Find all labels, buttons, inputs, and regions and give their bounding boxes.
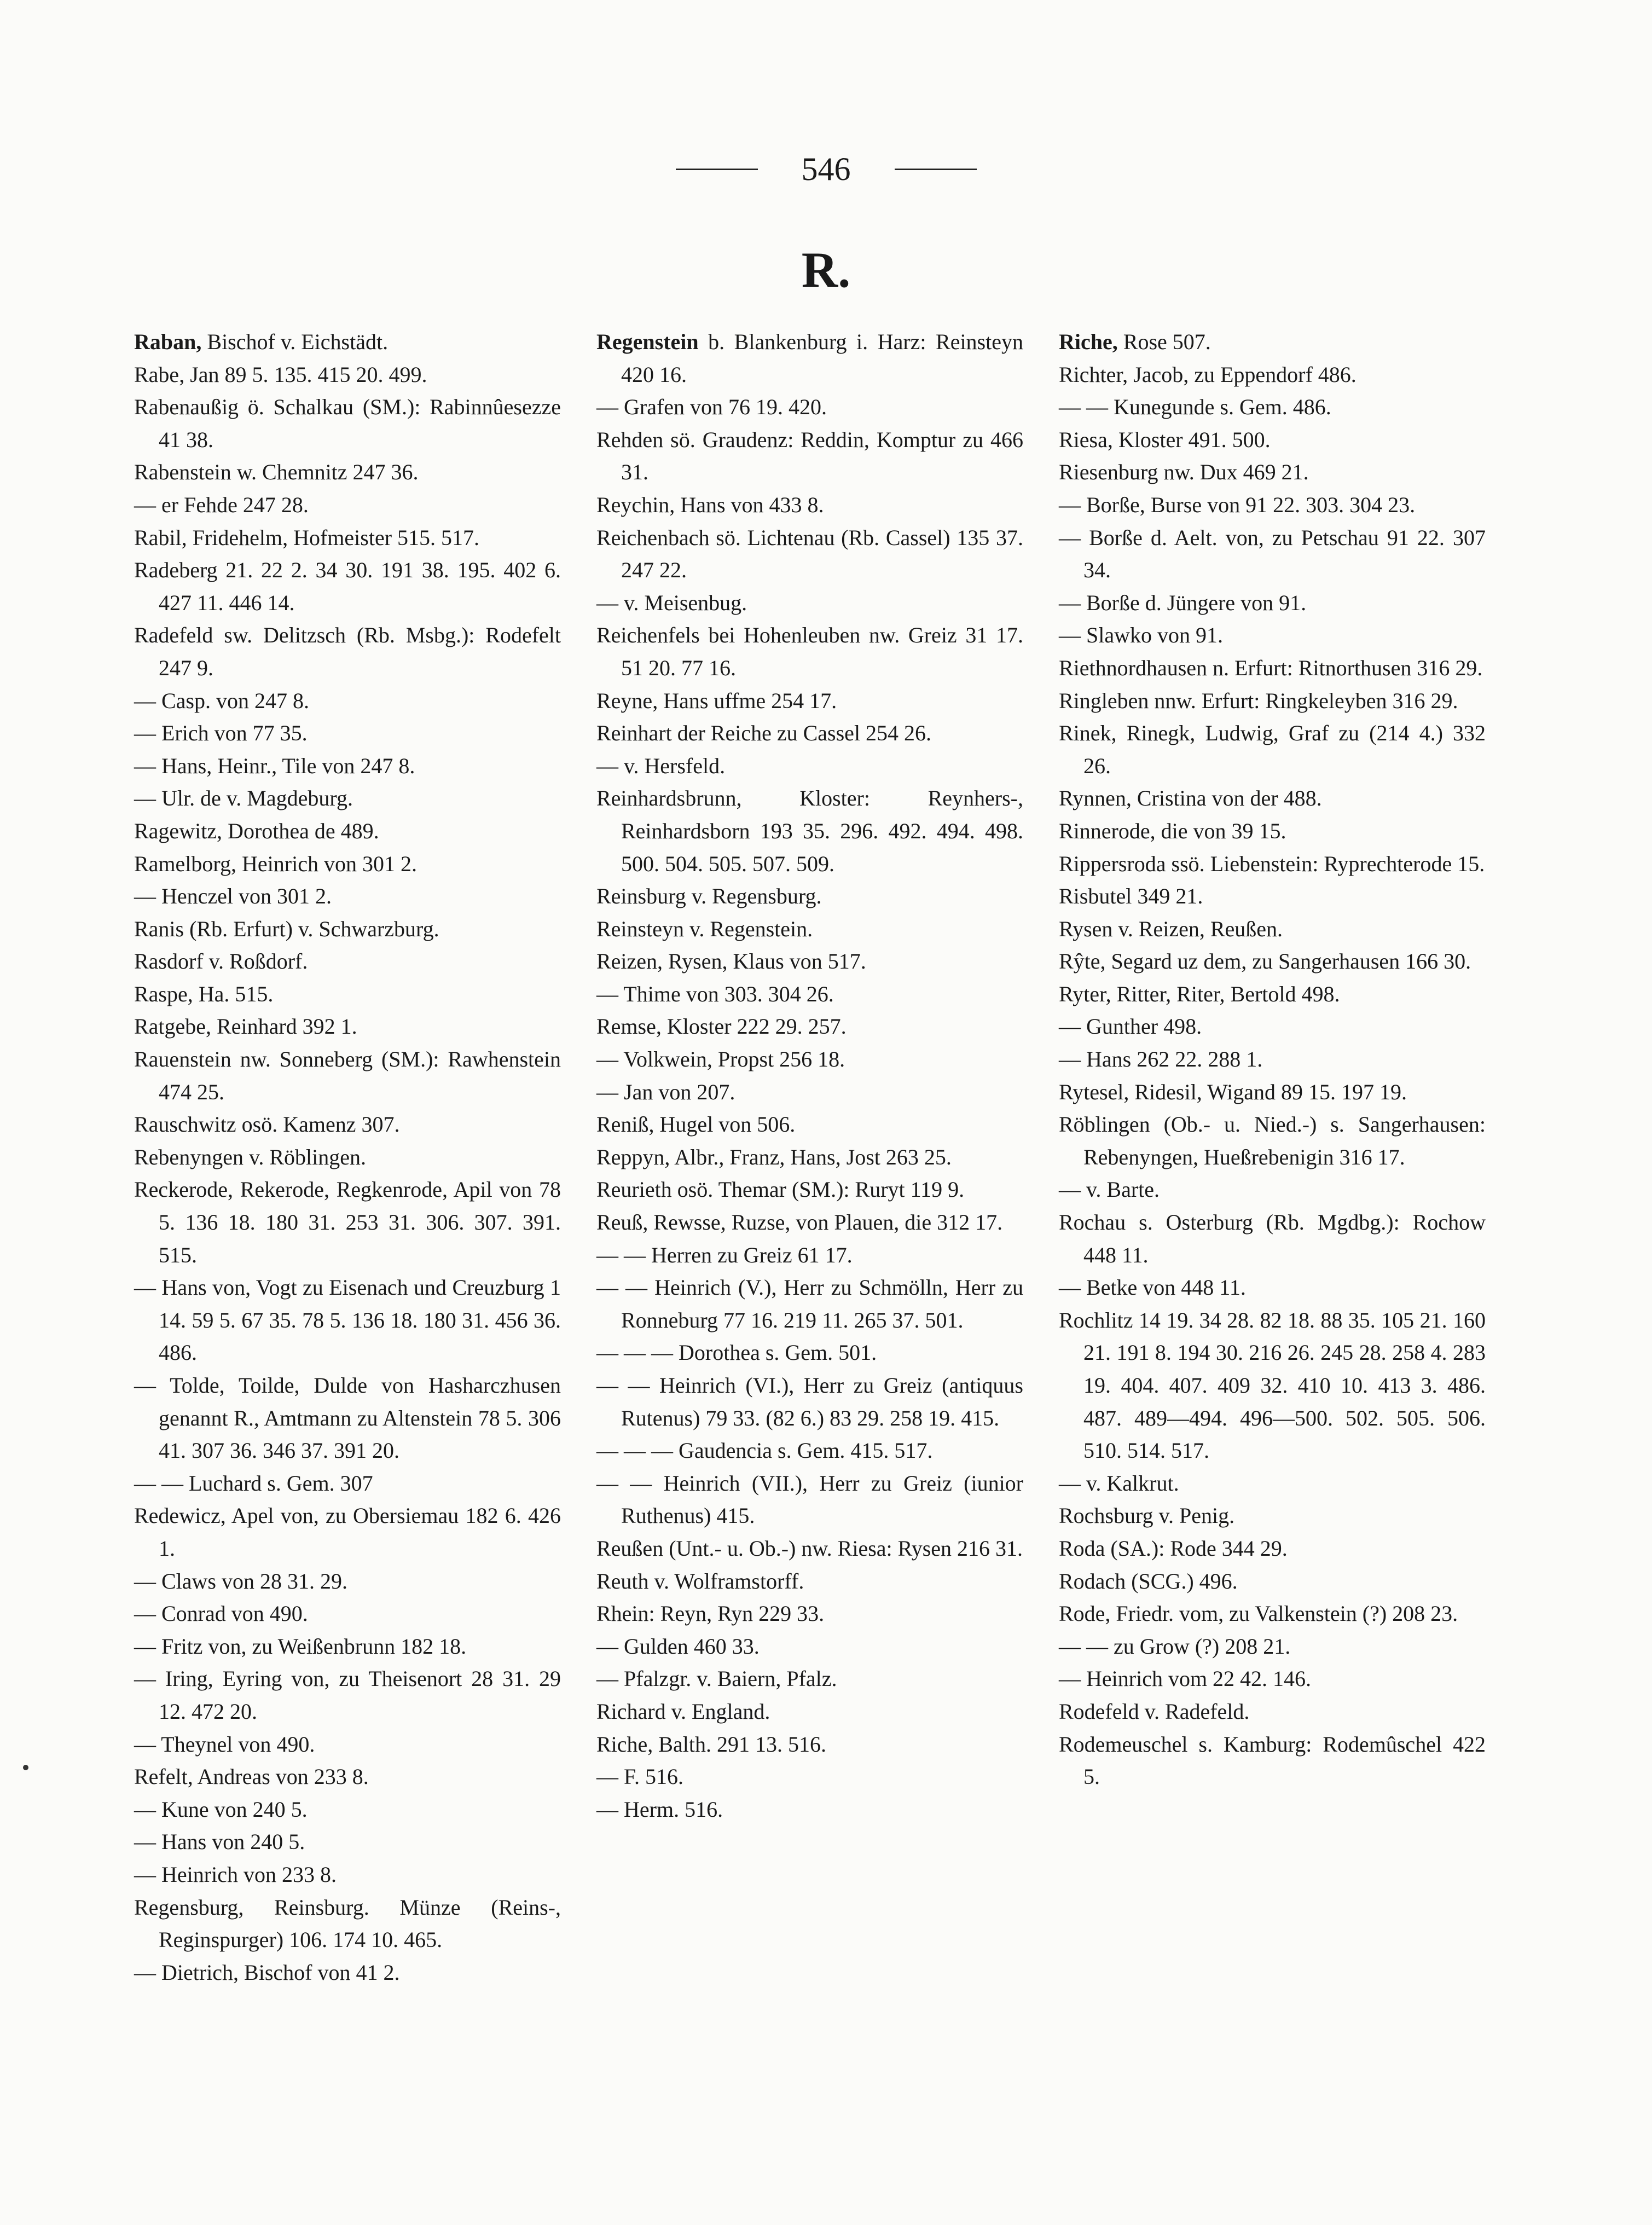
index-entry: Radeberg 21. 22 2. 34 30. 191 38. 195. 402 6. 427 11. 446 14. bbox=[134, 558, 561, 615]
index-entry: — Heinrich vom 22 42. 146. bbox=[1059, 1666, 1312, 1691]
index-entry: Ragewitz, Dorothea de 489. bbox=[134, 818, 379, 843]
index-entry: Rabil, Fridehelm, Hofmeister 515. 517. bbox=[134, 525, 480, 550]
index-entry: — Pfalzgr. v. Baiern, Pfalz. bbox=[596, 1666, 837, 1691]
index-entry: Rhein: Reyn, Ryn 229 33. bbox=[596, 1601, 825, 1626]
entry-headword: Riche, bbox=[1059, 329, 1118, 354]
entry-headword: Raban, bbox=[134, 329, 202, 354]
page-header bbox=[0, 150, 1652, 188]
entry-text: Bischof v. Eichstädt. bbox=[201, 329, 389, 354]
index-columns bbox=[134, 326, 1486, 1989]
index-column-3 bbox=[1059, 326, 1486, 1989]
index-entry: — Volkwein, Propst 256 18. bbox=[596, 1047, 845, 1072]
index-entry: Ramelborg, Heinrich von 301 2. bbox=[134, 851, 417, 876]
index-entry: Rabenaußig ö. Schalkau (SM.): Rabinnûesezze 41 38. bbox=[134, 395, 561, 452]
index-entry: — — — Dorothea s. Gem. 501. bbox=[596, 1340, 877, 1365]
index-entry: — Thime von 303. 304 26. bbox=[596, 981, 834, 1006]
index-entry: — Hans 262 22. 288 1. bbox=[1059, 1047, 1263, 1072]
index-entry: Reuth v. Wolframstorff. bbox=[596, 1568, 804, 1594]
index-entry: Rauenstein nw. Sonneberg (SM.): Rawhenstein 474 25. bbox=[134, 1047, 561, 1104]
index-entry: — Hans, Heinr., Tile von 247 8. bbox=[134, 753, 415, 778]
index-entry: Röblingen (Ob.- u. Nied.-) s. Sangerhausen: Rebenyngen, Hueßrebenigin 316 17. bbox=[1059, 1112, 1486, 1169]
index-entry: Radefeld sw. Delitzsch (Rb. Msbg.): Rodefelt 247 9. bbox=[134, 623, 561, 680]
index-entry: — Hans von 240 5. bbox=[134, 1829, 305, 1855]
index-entry: — Casp. von 247 8. bbox=[134, 688, 309, 713]
index-entry: — — Kunegunde s. Gem. 486. bbox=[1059, 395, 1331, 420]
index-entry: Rŷte, Segard uz dem, zu Sangerhausen 166 30. bbox=[1059, 949, 1471, 974]
index-entry: — Conrad von 490. bbox=[134, 1601, 308, 1626]
index-entry: Refelt, Andreas von 233 8. bbox=[134, 1764, 369, 1789]
index-entry: Reppyn, Albr., Franz, Hans, Jost 263 25. bbox=[596, 1144, 952, 1169]
entry-text: b. Blankenburg i. Harz: Reinsteyn 420 16. bbox=[621, 329, 1023, 387]
index-entry: — Grafen von 76 19. 420. bbox=[596, 395, 827, 420]
index-entry: Reychin, Hans von 433 8. bbox=[596, 492, 824, 517]
index-entry: Rodefeld v. Radefeld. bbox=[1059, 1699, 1250, 1724]
index-entry: Riethnordhausen n. Erfurt: Ritnorthusen 316 29. bbox=[1059, 655, 1483, 680]
index-entry: Reinhardsbrunn, Kloster: Reynhers-, Reinhardsborn 193 35. 296. 492. 494. 498. 500. 504. 505. 507. 509. bbox=[596, 786, 1023, 876]
index-entry: — Ulr. de v. Magdeburg. bbox=[134, 786, 353, 811]
index-entry: — v. Hersfeld. bbox=[596, 753, 726, 778]
index-entry bbox=[1059, 326, 1486, 358]
index-entry: Rode, Friedr. vom, zu Valkenstein (?) 208 23. bbox=[1059, 1601, 1458, 1626]
page-number: 546 bbox=[801, 151, 851, 187]
index-entry: — Borße d. Jüngere von 91. bbox=[1059, 590, 1307, 615]
index-entry: — Betke von 448 11. bbox=[1059, 1275, 1246, 1300]
index-entry: Rysen v. Reizen, Reußen. bbox=[1059, 916, 1283, 941]
index-entry: — Kune von 240 5. bbox=[134, 1797, 308, 1822]
index-entry: — — Heinrich (VII.), Herr zu Greiz (iunior Ruthenus) 415. bbox=[596, 1470, 1023, 1528]
index-entry: Rochsburg v. Penig. bbox=[1059, 1503, 1235, 1528]
index-entry bbox=[596, 326, 1023, 391]
index-entry: — Iring, Eyring von, zu Theisenort 28 31. 29 12. 472 20. bbox=[134, 1666, 561, 1724]
section-letter: R. bbox=[801, 242, 851, 298]
index-entry: — Borße d. Aelt. von, zu Petschau 91 22. 307 34. bbox=[1059, 525, 1486, 583]
index-entry: — — Luchard s. Gem. 307 bbox=[134, 1470, 373, 1496]
index-entry: — Gulden 460 33. bbox=[596, 1633, 760, 1659]
index-entry: — Fritz von, zu Weißenbrunn 182 18. bbox=[134, 1633, 467, 1659]
index-entry: Rodach (SCG.) 496. bbox=[1059, 1568, 1238, 1594]
index-entry: — Gunther 498. bbox=[1059, 1014, 1202, 1039]
index-entry: — Slawko von 91. bbox=[1059, 623, 1223, 648]
index-entry: — v. Kalkrut. bbox=[1059, 1470, 1179, 1496]
index-entry: — Henczel von 301 2. bbox=[134, 884, 332, 909]
index-entry: — Hans von, Vogt zu Eisenach und Creuzburg 1 14. 59 5. 67 35. 78 5. 136 18. 180 31. 456 36. 486. bbox=[134, 1275, 561, 1365]
index-entry: — Erich von 77 35. bbox=[134, 721, 308, 746]
index-entry: — v. Meisenbug. bbox=[596, 590, 747, 615]
index-entry: Roda (SA.): Rode 344 29. bbox=[1059, 1536, 1288, 1561]
index-entry: — F. 516. bbox=[596, 1764, 684, 1789]
index-entry: Ratgebe, Reinhard 392 1. bbox=[134, 1014, 357, 1039]
index-entry: Rochlitz 14 19. 34 28. 82 18. 88 35. 105 21. 160 21. 191 8. 194 30. 216 26. 245 28. 258 4. 283 19. 404. 407. 409 32. 410 10. 413 3. 486. 487. 489—494. 496—500. 502. 505. 506. 510. 514. 517. bbox=[1059, 1307, 1486, 1463]
index-entry: Rinek, Rinegk, Ludwig, Graf zu (214 4.) 332 26. bbox=[1059, 721, 1486, 778]
index-entry bbox=[134, 326, 561, 358]
index-entry: — Dietrich, Bischof von 41 2. bbox=[134, 1960, 400, 1985]
index-entry: Rabe, Jan 89 5. 135. 415 20. 499. bbox=[134, 362, 427, 387]
index-entry: Risbutel 349 21. bbox=[1059, 884, 1203, 909]
index-entry: — Jan von 207. bbox=[596, 1079, 735, 1104]
entry-text: Rose 507. bbox=[1117, 329, 1211, 354]
index-entry: Rabenstein w. Chemnitz 247 36. bbox=[134, 460, 419, 485]
index-entry: Redewicz, Apel von, zu Obersiemau 182 6. 426 1. bbox=[134, 1503, 561, 1561]
index-entry: Ranis (Rb. Erfurt) v. Schwarzburg. bbox=[134, 916, 439, 941]
index-entry: — — Herren zu Greiz 61 17. bbox=[596, 1242, 853, 1267]
index-entry: Richter, Jacob, zu Eppendorf 486. bbox=[1059, 362, 1357, 387]
index-entry: Riesa, Kloster 491. 500. bbox=[1059, 427, 1271, 452]
index-entry: — — zu Grow (?) 208 21. bbox=[1059, 1633, 1291, 1659]
index-entry: — — — Gaudencia s. Gem. 415. 517. bbox=[596, 1438, 933, 1463]
index-entry: Rynnen, Cristina von der 488. bbox=[1059, 786, 1322, 811]
header-rule-right bbox=[895, 169, 977, 170]
index-entry: — — Heinrich (VI.), Herr zu Greiz (antiquus Rutenus) 79 33. (82 6.) 83 29. 258 19. 415. bbox=[596, 1373, 1023, 1430]
index-entry: Reizen, Rysen, Klaus von 517. bbox=[596, 949, 866, 974]
index-entry: Rauschwitz osö. Kamenz 307. bbox=[134, 1112, 400, 1137]
index-entry: Reuß, Rewsse, Ruzse, von Plauen, die 312 17. bbox=[596, 1210, 1003, 1235]
index-entry: Reichenbach sö. Lichtenau (Rb. Cassel) 135 37. 247 22. bbox=[596, 525, 1023, 583]
index-entry: Raspe, Ha. 515. bbox=[134, 981, 274, 1006]
index-column-2 bbox=[596, 326, 1023, 1989]
index-entry: Regensburg, Reinsburg. Münze (Reins-, Reginspurger) 106. 174 10. 465. bbox=[134, 1894, 561, 1952]
index-entry: — Theynel von 490. bbox=[134, 1731, 315, 1757]
index-entry: — Heinrich von 233 8. bbox=[134, 1862, 337, 1887]
header-rule-left bbox=[676, 169, 758, 170]
index-entry: Rochau s. Osterburg (Rb. Mgdbg.): Rochow 448 11. bbox=[1059, 1210, 1486, 1267]
index-entry: Reinsburg v. Regensburg. bbox=[596, 884, 822, 909]
index-column-1 bbox=[134, 326, 561, 1989]
index-entry: Reyne, Hans uffme 254 17. bbox=[596, 688, 837, 713]
index-entry: Reniß, Hugel von 506. bbox=[596, 1112, 796, 1137]
index-entry: Rasdorf v. Roßdorf. bbox=[134, 949, 308, 974]
index-entry: — er Fehde 247 28. bbox=[134, 492, 309, 517]
index-entry: Riche, Balth. 291 13. 516. bbox=[596, 1731, 826, 1757]
index-entry: Ringleben nnw. Erfurt: Ringkeleyben 316 29. bbox=[1059, 688, 1458, 713]
index-entry: Reckerode, Rekerode, Regkenrode, Apil von 78 5. 136 18. 180 31. 253 31. 306. 307. 391. 515. bbox=[134, 1177, 561, 1267]
index-entry: Rehden sö. Graudenz: Reddin, Komptur zu 466 31. bbox=[596, 427, 1023, 485]
index-entry: Rinnerode, die von 39 15. bbox=[1059, 818, 1286, 843]
index-entry: Rebenyngen v. Röblingen. bbox=[134, 1144, 367, 1169]
index-entry: Remse, Kloster 222 29. 257. bbox=[596, 1014, 847, 1039]
index-entry: Reinsteyn v. Regenstein. bbox=[596, 916, 813, 941]
index-entry: Riesenburg nw. Dux 469 21. bbox=[1059, 460, 1309, 485]
margin-mark bbox=[23, 1765, 28, 1770]
index-entry: — Tolde, Toilde, Dulde von Hasharczhusen genannt R., Amtmann zu Altenstein 78 5. 306 41. 307 36. 346 37. 391 20. bbox=[134, 1373, 561, 1463]
entry-headword: Regenstein bbox=[596, 329, 699, 354]
index-entry: — — Heinrich (V.), Herr zu Schmölln, Herr zu Ronneburg 77 16. 219 11. 265 37. 501. bbox=[596, 1275, 1023, 1332]
index-entry: Richard v. England. bbox=[596, 1699, 770, 1724]
index-entry: Rytesel, Ridesil, Wigand 89 15. 197 19. bbox=[1059, 1079, 1407, 1104]
index-entry: — Borße, Burse von 91 22. 303. 304 23. bbox=[1059, 492, 1416, 517]
index-entry: Ryter, Ritter, Riter, Bertold 498. bbox=[1059, 981, 1340, 1006]
index-entry: Reußen (Unt.- u. Ob.-) nw. Riesa: Rysen 216 31. bbox=[596, 1536, 1023, 1561]
index-entry: Reurieth osö. Themar (SM.): Ruryt 119 9. bbox=[596, 1177, 965, 1202]
index-entry: — v. Barte. bbox=[1059, 1177, 1160, 1202]
index-entry: Rodemeuschel s. Kamburg: Rodemûschel 422 5. bbox=[1059, 1731, 1486, 1789]
index-entry: Reinhart der Reiche zu Cassel 254 26. bbox=[596, 721, 932, 746]
index-entry: — Claws von 28 31. 29. bbox=[134, 1568, 347, 1594]
index-entry: Reichenfels bei Hohenleuben nw. Greiz 31 17. 51 20. 77 16. bbox=[596, 623, 1023, 680]
index-entry: — Herm. 516. bbox=[596, 1797, 723, 1822]
index-entry: Rippersroda ssö. Liebenstein: Ryprechterode 15. bbox=[1059, 851, 1485, 876]
